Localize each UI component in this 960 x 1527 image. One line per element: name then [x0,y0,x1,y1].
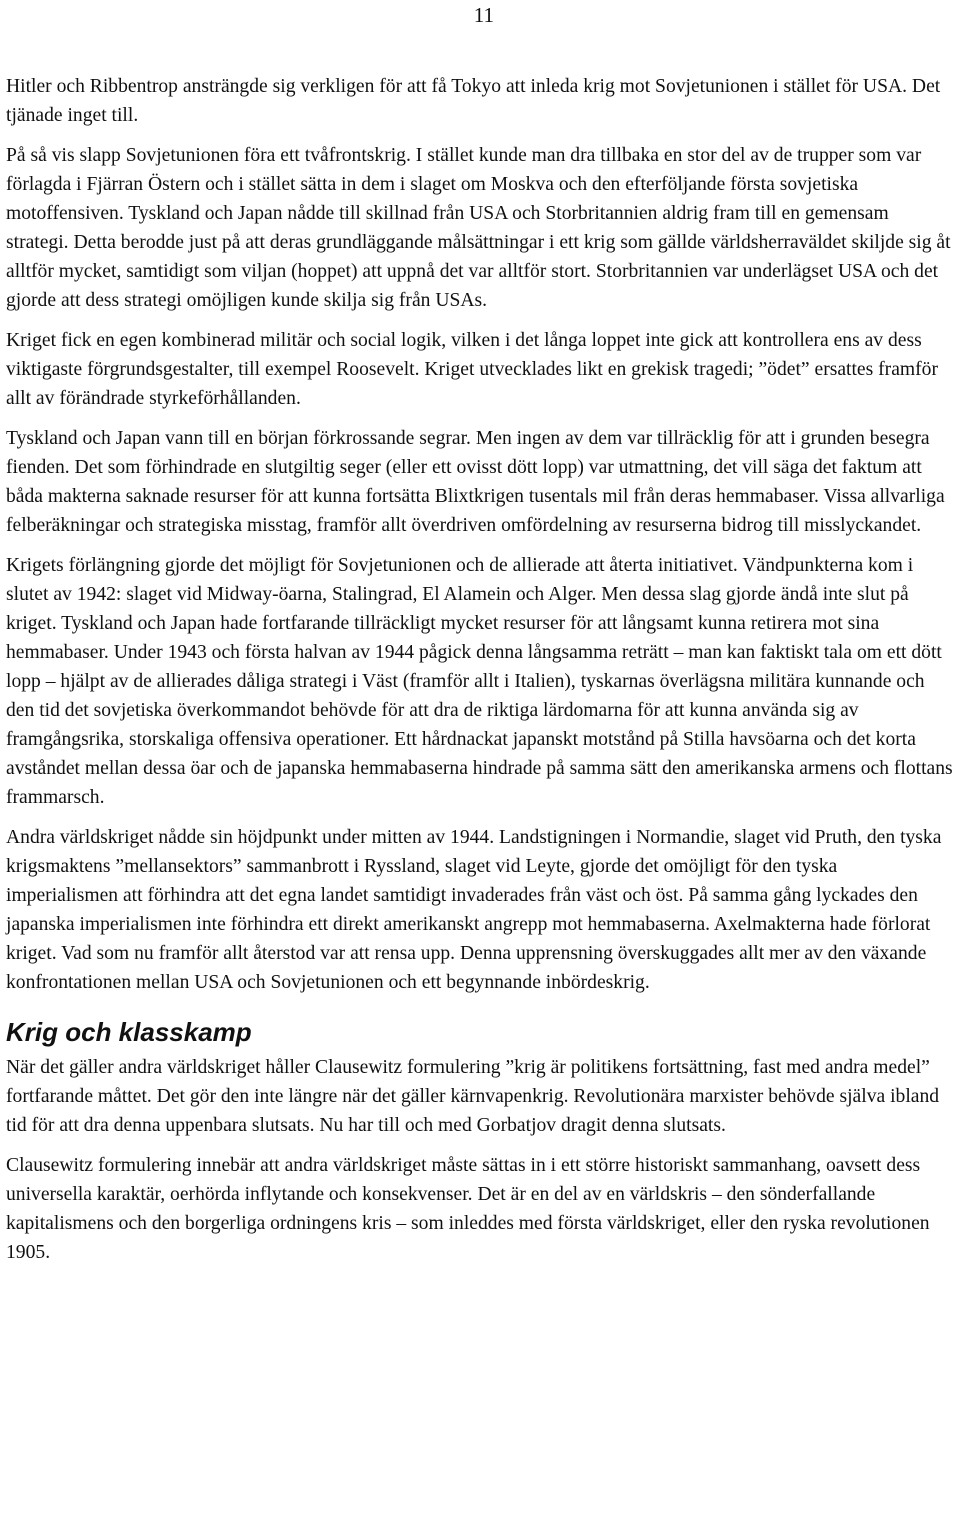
paragraph: På så vis slapp Sovjetunionen föra ett tvåfrontskrig. I stället kunde man dra tillbaka en stor del av de trupper som var förlagda i Fjärran Östern och i stället sätta in dem i slaget om Moskva och den efterföljande första sovjetiska motoffensiven. Tyskland och Japan nådde till skillnad från USA och Storbritannien aldrig fram till en gemensam strategi. Detta berodde just på att deras grundläggande målsättningar i ett krig som gällde världsherraväldet skiljde sig åt alltför mycket, samtidigt som viljan (hoppet) att uppnå det var alltför stort. Storbritannien var underlägset USA och det gjorde att dess strategi omöjligen kunde skilja sig från USAs. [6,145,951,311]
paragraph: Hitler och Ribbentrop ansträngde sig verkligen för att få Tokyo att inleda krig mot Sovjetunionen i stället för USA. Det tjänade inget till. [6,76,941,126]
document-body [6,72,954,1278]
paragraph: Clausewitz formulering innebär att andra världskriget måste sättas in i ett större historiskt sammanhang, oavsett dess universella karaktär, oerhörda inflytande och konsekvenser. Det är en del av en världskris – den sönderfallande kapitalismens och den borgerliga ordningens kris – som inleddes med första världskriget, eller den ryska revolutionen 1905. [6,1155,930,1263]
paragraph: Andra världskriget nådde sin höjdpunkt under mitten av 1944. Landstigningen i Normandie, slaget vid Pruth, den tyska krigsmaktens ”mellansektors” sammanbrott i Ryssland, slaget vid Leyte, gjorde det omöjligt för den tyska imperialismen att förhindra att det egna landet samtidigt invaderades från väst och öst. På samma gång lyckades den japanska imperialismen inte förhindra ett direkt amerikanskt angrepp mot hemmabaserna. Axelmakterna hade förlorat kriget. Vad som nu framför allt återstod var att rensa upp. Denna upprensning överskuggades allt mer av den växande konfrontationen mellan USA och Sovjetunionen och ett begynnande inbördeskrig. [6,827,942,993]
paragraph: Tyskland och Japan vann till en början förkrossande segrar. Men ingen av dem var tillräcklig för att i grunden besegra fienden. Det som förhindrade en slutgiltig seger (eller ett ovisst dött lopp) var utmattning, det vill säga det faktum att båda makterna saknade resurser för att kunna fortsätta Blixtkrigen tusentals mil från deras hemmabaser. Vissa allvarliga felberäkningar och strategiska misstag, framför allt överdriven omfördelning av resurserna bidrog till misslyckandet. [6,428,945,536]
paragraph: Kriget fick en egen kombinerad militär och social logik, vilken i det långa loppet inte gick att kontrollera ens av dess viktigaste förgrundsgestalter, till exempel Roosevelt. Kriget utvecklades likt en grekisk tragedi; ”ödet” ersattes framför allt av förändrade styrkeförhållanden. [6,330,938,409]
paragraph: När det gäller andra världskriget håller Clausewitz formulering ”krig är politikens fortsättning, fast med andra medel” fortfarande måttet. Det gör den inte längre när det gäller kärnvapenkrig. Revolutionära marxister behövde själva ibland tid för att dra denna uppenbara slutsats. Nu har till och med Gorbatjov dragit denna slutsats. [6,1057,940,1136]
page-number: 11 [473,3,494,27]
paragraph: Krigets förlängning gjorde det möjligt för Sovjetunionen och de allierade att återta initiativet. Vändpunkterna kom i slutet av 1942: slaget vid Midway-öarna, Stalingrad, El Alamein och Alger. Men dessa slag gjorde ändå inte slut på kriget. Tyskland och Japan hade fortfarande tillräckligt mycket resurser för att långsamt kunna retirera mot sina hemmabaser. Under 1943 och första halvan av 1944 pågick denna långsamma reträtt – man kan faktiskt tala om ett dött lopp – hjälpt av de allierades dåliga strategi i Väst (framför allt i Italien), tyskarnas överlägsna militära kunnande och den tid det sovjetiska överkommandot behövde för att dra de riktiga lärdomarna för att kunna använda sig av framgångsrika, storskaliga offensiva operationer. Ett hårdnackat japanskt motstånd på Stilla havsöarna och det korta avståndet mellan dessa öar och de japanska hemmabaserna hindrade på samma sätt den amerikanska armens och flottans frammarsch. [6,555,953,808]
section-heading: Krig och klasskamp [6,1017,252,1047]
